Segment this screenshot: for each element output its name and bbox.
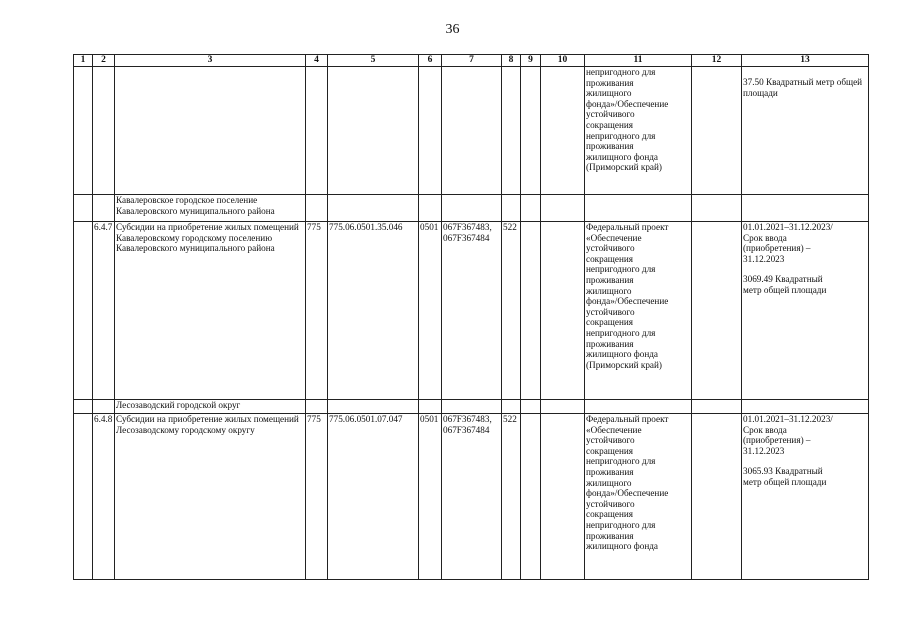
col-header: 3 <box>115 55 306 67</box>
col-header: 2 <box>93 55 115 67</box>
code-cell: 067F367483, 067F367484 <box>442 222 502 400</box>
result-text: 3069.49 Квадратный метр общей площади <box>743 274 827 295</box>
section-row <box>74 400 869 414</box>
result-cell: 37.50 Квадратный метр общей площади <box>743 77 863 98</box>
project-cell: Федеральный проект «Обеспечение устойчивого сокращения непригодного для проживания жилищного фонда»/Обеспечение устойчивого сокращения непригодного для проживания жилищного фонда (Приморский край) <box>585 222 692 400</box>
header-row <box>74 55 869 67</box>
project-cell: Федеральный проект «Обеспечение устойчивого сокращения непригодного для проживания жилищного фонда»/Обеспечение устойчивого сокращения непригодного для проживания жилищного фонда <box>585 414 692 580</box>
code-cell: 775.06.0501.35.046 <box>328 222 419 400</box>
table-row <box>74 414 869 580</box>
col-header: 10 <box>541 55 585 67</box>
code-cell: 0501 <box>419 222 442 400</box>
table-row <box>74 222 869 400</box>
project-cell: непригодного для проживания жилищного фонда»/Обеспечение устойчивого сокращения непригодного для проживания жилищного фонда (Приморский край) <box>585 67 692 195</box>
item-name: Субсидии на приобретение жилых помещений Кавалеровскому городскому поселению Кавалеровского муниципального района <box>115 222 306 400</box>
code-cell: 522 <box>502 222 521 400</box>
col-header: 12 <box>692 55 742 67</box>
code-cell: 775 <box>306 414 328 580</box>
col-header: 8 <box>502 55 521 67</box>
section-title: Лесозаводский городской округ <box>115 400 306 414</box>
table-row-continuation <box>74 67 869 195</box>
item-number: 6.4.7 <box>93 222 115 400</box>
col-header: 4 <box>306 55 328 67</box>
code-cell: 0501 <box>419 414 442 580</box>
col-header: 1 <box>74 55 93 67</box>
section-row <box>74 195 869 222</box>
col-header: 7 <box>442 55 502 67</box>
budget-table <box>73 54 869 580</box>
col-header: 6 <box>419 55 442 67</box>
col-header: 11 <box>585 55 692 67</box>
code-cell: 522 <box>502 414 521 580</box>
period-text: 01.01.2021–31.12.2023/ Срок ввода (приобретения) – 31.12.2023 <box>743 222 833 264</box>
page-number: 36 <box>445 22 460 37</box>
section-title: Кавалеровское городское поселение Кавалеровского муниципального района <box>115 195 306 222</box>
code-cell: 067F367483, 067F367484 <box>442 414 502 580</box>
col-header: 13 <box>742 55 869 67</box>
col-header: 5 <box>328 55 419 67</box>
period-text: 01.01.2021–31.12.2023/ Срок ввода (приобретения) – 31.12.2023 <box>743 414 833 456</box>
result-text: 3065.93 Квадратный метр общей площади <box>743 466 827 487</box>
item-name: Субсидии на приобретение жилых помещений Лесозаводскому городскому округу <box>115 414 306 580</box>
code-cell: 775.06.0501.07.047 <box>328 414 419 580</box>
code-cell: 775 <box>306 222 328 400</box>
item-number: 6.4.8 <box>93 414 115 580</box>
col-header: 9 <box>521 55 541 67</box>
